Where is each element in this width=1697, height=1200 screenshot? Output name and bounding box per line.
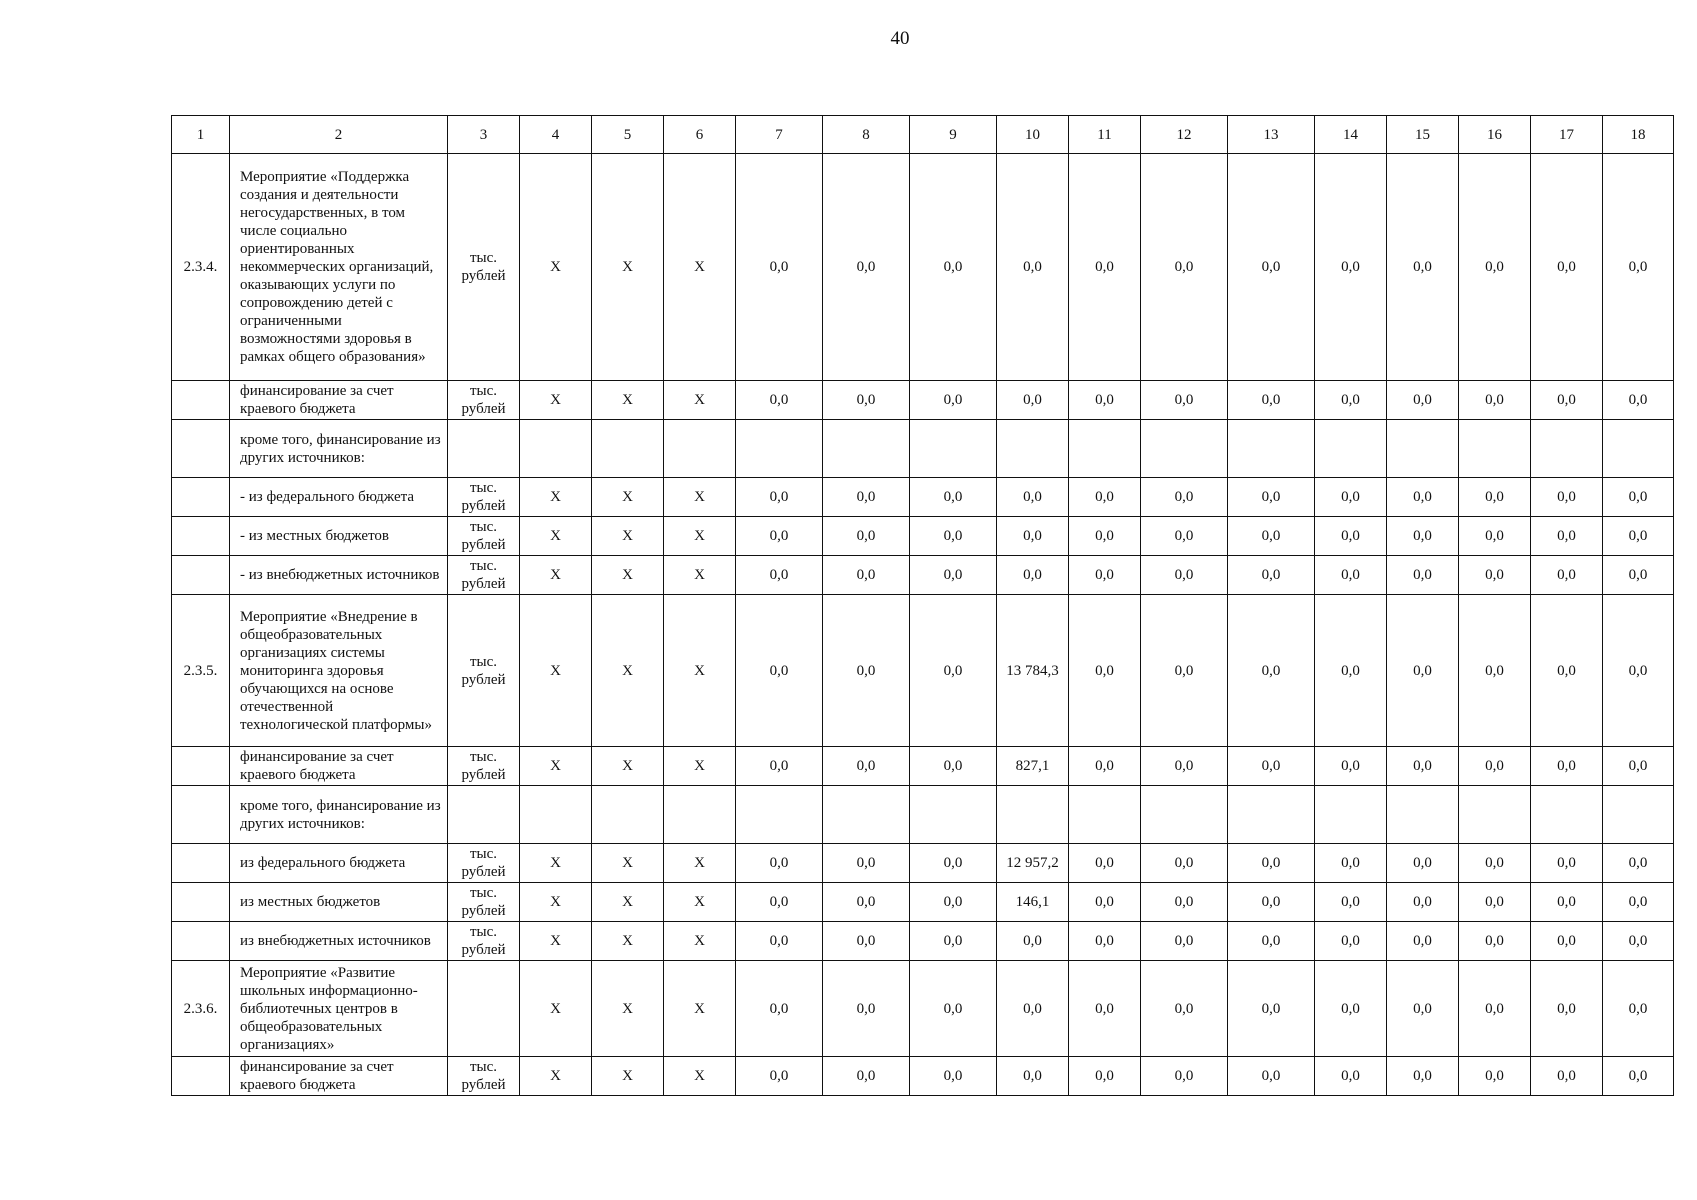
row-unit: тыс. рублей [448, 1057, 520, 1096]
value-cell: 0,0 [1459, 844, 1531, 883]
row-code [172, 786, 230, 844]
value-cell: 0,0 [1141, 961, 1228, 1057]
value-cell: 0,0 [1069, 517, 1141, 556]
value-cell: 0,0 [1387, 517, 1459, 556]
value-cell [520, 420, 592, 478]
value-cell: Х [664, 961, 736, 1057]
row-unit: тыс. рублей [448, 478, 520, 517]
row-code [172, 1057, 230, 1096]
value-cell: 0,0 [1603, 922, 1674, 961]
value-cell [1531, 786, 1603, 844]
value-cell: 0,0 [1387, 922, 1459, 961]
row-code [172, 420, 230, 478]
value-cell: 0,0 [1459, 517, 1531, 556]
value-cell: 0,0 [1228, 922, 1315, 961]
column-header: 14 [1315, 116, 1387, 154]
value-cell: Х [592, 747, 664, 786]
column-header: 8 [823, 116, 910, 154]
value-cell: 0,0 [910, 922, 997, 961]
value-cell [1069, 786, 1141, 844]
row-description: - из внебюджетных источников [230, 556, 448, 595]
value-cell: 0,0 [910, 478, 997, 517]
value-cell: 0,0 [1141, 747, 1228, 786]
value-cell [823, 420, 910, 478]
column-header: 13 [1228, 116, 1315, 154]
row-code [172, 883, 230, 922]
row-code [172, 747, 230, 786]
value-cell: 0,0 [1315, 556, 1387, 595]
value-cell: Х [592, 883, 664, 922]
value-cell: 0,0 [736, 922, 823, 961]
table-row [172, 1057, 1674, 1096]
table-row [172, 883, 1674, 922]
value-cell: 0,0 [1228, 1057, 1315, 1096]
value-cell: 0,0 [910, 844, 997, 883]
value-cell: 0,0 [1387, 154, 1459, 381]
value-cell: 0,0 [1459, 1057, 1531, 1096]
value-cell: 0,0 [823, 556, 910, 595]
value-cell: 0,0 [910, 517, 997, 556]
value-cell: Х [664, 747, 736, 786]
column-header: 5 [592, 116, 664, 154]
row-description: финансирование за счет краевого бюджета [230, 381, 448, 420]
table-row [172, 786, 1674, 844]
table-row [172, 595, 1674, 747]
value-cell: 0,0 [910, 556, 997, 595]
value-cell: 0,0 [736, 1057, 823, 1096]
value-cell [1603, 786, 1674, 844]
value-cell: 0,0 [997, 961, 1069, 1057]
value-cell: 0,0 [1603, 1057, 1674, 1096]
value-cell: 0,0 [823, 961, 910, 1057]
column-header: 12 [1141, 116, 1228, 154]
value-cell: 0,0 [1228, 844, 1315, 883]
value-cell [997, 786, 1069, 844]
value-cell: 0,0 [997, 922, 1069, 961]
row-unit: тыс. рублей [448, 381, 520, 420]
value-cell: Х [664, 844, 736, 883]
value-cell: 0,0 [1459, 883, 1531, 922]
row-code [172, 844, 230, 883]
row-unit [448, 786, 520, 844]
value-cell: Х [592, 961, 664, 1057]
value-cell: 0,0 [1459, 381, 1531, 420]
value-cell [1459, 420, 1531, 478]
value-cell: 0,0 [997, 478, 1069, 517]
table-row [172, 381, 1674, 420]
value-cell: Х [520, 883, 592, 922]
value-cell: 13 784,3 [997, 595, 1069, 747]
column-header: 16 [1459, 116, 1531, 154]
value-cell: 0,0 [1228, 961, 1315, 1057]
value-cell: 0,0 [910, 595, 997, 747]
value-cell: 0,0 [1459, 595, 1531, 747]
value-cell: 0,0 [1228, 883, 1315, 922]
row-code: 2.3.5. [172, 595, 230, 747]
value-cell: 0,0 [910, 381, 997, 420]
value-cell: 0,0 [997, 556, 1069, 595]
value-cell: 0,0 [1228, 556, 1315, 595]
value-cell: 0,0 [1228, 381, 1315, 420]
value-cell: 0,0 [736, 556, 823, 595]
value-cell: 0,0 [910, 883, 997, 922]
value-cell: 0,0 [1069, 844, 1141, 883]
value-cell: 0,0 [823, 478, 910, 517]
column-header: 6 [664, 116, 736, 154]
value-cell: 0,0 [736, 883, 823, 922]
value-cell: 0,0 [1315, 922, 1387, 961]
value-cell: 0,0 [1603, 883, 1674, 922]
row-code: 2.3.4. [172, 154, 230, 381]
header-row [172, 116, 1674, 154]
value-cell: 0,0 [736, 961, 823, 1057]
value-cell: 0,0 [736, 154, 823, 381]
row-unit [448, 420, 520, 478]
value-cell [997, 420, 1069, 478]
value-cell: 0,0 [910, 961, 997, 1057]
value-cell: 0,0 [823, 154, 910, 381]
row-description: Мероприятие «Внедрение в общеобразовательных организациях системы мониторинга здоровья обучающихся на основе отечественной технологической платформы» [230, 595, 448, 747]
value-cell: 0,0 [1315, 747, 1387, 786]
value-cell: Х [664, 154, 736, 381]
value-cell: 0,0 [736, 478, 823, 517]
value-cell: 0,0 [1228, 595, 1315, 747]
value-cell [910, 786, 997, 844]
value-cell: 0,0 [1531, 961, 1603, 1057]
column-header: 18 [1603, 116, 1674, 154]
row-unit: тыс. рублей [448, 883, 520, 922]
value-cell: 0,0 [1459, 922, 1531, 961]
value-cell: 0,0 [1228, 517, 1315, 556]
row-code [172, 556, 230, 595]
row-description: кроме того, финансирование из других источников: [230, 786, 448, 844]
column-header: 17 [1531, 116, 1603, 154]
row-unit: тыс. рублей [448, 922, 520, 961]
value-cell: 0,0 [1315, 478, 1387, 517]
value-cell: 0,0 [1228, 478, 1315, 517]
value-cell: 0,0 [1603, 595, 1674, 747]
value-cell: 0,0 [997, 154, 1069, 381]
value-cell: 0,0 [1315, 517, 1387, 556]
value-cell: 0,0 [1603, 381, 1674, 420]
table-row [172, 961, 1674, 1057]
value-cell: 0,0 [1141, 154, 1228, 381]
value-cell: 0,0 [1387, 556, 1459, 595]
value-cell: Х [664, 478, 736, 517]
value-cell: Х [520, 922, 592, 961]
value-cell: 0,0 [1531, 844, 1603, 883]
row-unit: тыс. рублей [448, 844, 520, 883]
value-cell: 0,0 [1141, 478, 1228, 517]
value-cell: 0,0 [1141, 1057, 1228, 1096]
value-cell: 0,0 [1141, 595, 1228, 747]
value-cell [664, 786, 736, 844]
value-cell [736, 420, 823, 478]
value-cell: Х [664, 381, 736, 420]
column-header: 3 [448, 116, 520, 154]
value-cell: 0,0 [1531, 883, 1603, 922]
value-cell: 0,0 [736, 381, 823, 420]
value-cell: 0,0 [823, 595, 910, 747]
value-cell: Х [592, 154, 664, 381]
row-unit: тыс. рублей [448, 517, 520, 556]
value-cell [1459, 786, 1531, 844]
value-cell: 0,0 [1387, 595, 1459, 747]
value-cell: 0,0 [1141, 844, 1228, 883]
row-code [172, 478, 230, 517]
value-cell: Х [520, 381, 592, 420]
row-description: кроме того, финансирование из других источников: [230, 420, 448, 478]
table-row [172, 478, 1674, 517]
value-cell: Х [664, 1057, 736, 1096]
column-header: 15 [1387, 116, 1459, 154]
column-header: 11 [1069, 116, 1141, 154]
column-header: 9 [910, 116, 997, 154]
value-cell: 0,0 [1141, 883, 1228, 922]
value-cell: 0,0 [1069, 478, 1141, 517]
value-cell: 0,0 [1387, 381, 1459, 420]
value-cell: 0,0 [1531, 922, 1603, 961]
value-cell: 0,0 [1069, 381, 1141, 420]
value-cell [664, 420, 736, 478]
value-cell: 0,0 [1141, 381, 1228, 420]
row-code [172, 381, 230, 420]
table-row [172, 922, 1674, 961]
value-cell: 0,0 [1459, 154, 1531, 381]
value-cell: 0,0 [736, 595, 823, 747]
value-cell: Х [592, 381, 664, 420]
value-cell: 0,0 [910, 1057, 997, 1096]
table-row [172, 154, 1674, 381]
value-cell [592, 786, 664, 844]
value-cell: 0,0 [1531, 517, 1603, 556]
row-description: Мероприятие «Поддержка создания и деятельности негосударственных, в том числе социально ориентированных некоммерческих организаций, оказывающих услуги по сопровождению детей с ограниченными возможностями здоровья в рамках общего образования» [230, 154, 448, 381]
value-cell: 0,0 [997, 517, 1069, 556]
value-cell: 0,0 [1069, 922, 1141, 961]
value-cell: 0,0 [1531, 154, 1603, 381]
value-cell: 0,0 [1531, 595, 1603, 747]
row-description: из внебюджетных источников [230, 922, 448, 961]
value-cell: Х [592, 595, 664, 747]
value-cell [823, 786, 910, 844]
table-row [172, 747, 1674, 786]
value-cell: 0,0 [1387, 478, 1459, 517]
value-cell: 0,0 [1315, 154, 1387, 381]
value-cell [520, 786, 592, 844]
value-cell: 0,0 [1228, 154, 1315, 381]
value-cell: 0,0 [1603, 844, 1674, 883]
value-cell: Х [592, 478, 664, 517]
value-cell: Х [592, 844, 664, 883]
value-cell: 0,0 [997, 1057, 1069, 1096]
row-description: Мероприятие «Развитие школьных информационно-библиотечных центров в общеобразовательных организациях» [230, 961, 448, 1057]
value-cell: Х [520, 1057, 592, 1096]
table-row [172, 844, 1674, 883]
value-cell [910, 420, 997, 478]
value-cell: 0,0 [1531, 556, 1603, 595]
value-cell: Х [520, 478, 592, 517]
row-unit: тыс. рублей [448, 747, 520, 786]
value-cell: 0,0 [823, 381, 910, 420]
value-cell: 0,0 [1387, 844, 1459, 883]
value-cell: 0,0 [1387, 961, 1459, 1057]
row-unit: тыс. рублей [448, 154, 520, 381]
row-unit: тыс. рублей [448, 595, 520, 747]
value-cell: 0,0 [1069, 1057, 1141, 1096]
value-cell: 0,0 [1603, 478, 1674, 517]
row-unit [448, 961, 520, 1057]
value-cell [1141, 786, 1228, 844]
row-description: из местных бюджетов [230, 883, 448, 922]
value-cell: 0,0 [997, 381, 1069, 420]
value-cell: Х [520, 595, 592, 747]
value-cell [1141, 420, 1228, 478]
value-cell [1228, 786, 1315, 844]
value-cell [1315, 786, 1387, 844]
value-cell: 0,0 [1531, 381, 1603, 420]
value-cell: Х [664, 883, 736, 922]
value-cell: 0,0 [736, 844, 823, 883]
value-cell: 0,0 [910, 154, 997, 381]
value-cell: Х [520, 961, 592, 1057]
value-cell: 0,0 [1315, 961, 1387, 1057]
column-header: 4 [520, 116, 592, 154]
row-code [172, 517, 230, 556]
row-code [172, 922, 230, 961]
row-code: 2.3.6. [172, 961, 230, 1057]
column-header: 1 [172, 116, 230, 154]
value-cell: 12 957,2 [997, 844, 1069, 883]
row-description: - из местных бюджетов [230, 517, 448, 556]
value-cell: Х [664, 556, 736, 595]
value-cell: 0,0 [1387, 1057, 1459, 1096]
value-cell: 0,0 [823, 844, 910, 883]
value-cell: 0,0 [1069, 883, 1141, 922]
value-cell: 0,0 [1315, 844, 1387, 883]
value-cell: 0,0 [1141, 556, 1228, 595]
value-cell: 0,0 [1459, 747, 1531, 786]
value-cell [1315, 420, 1387, 478]
value-cell [1603, 420, 1674, 478]
value-cell: 0,0 [1459, 478, 1531, 517]
value-cell: 0,0 [823, 1057, 910, 1096]
value-cell: 0,0 [1387, 883, 1459, 922]
value-cell: 0,0 [1315, 381, 1387, 420]
value-cell: Х [592, 556, 664, 595]
value-cell: 0,0 [1069, 961, 1141, 1057]
value-cell: Х [520, 556, 592, 595]
value-cell: 0,0 [1315, 883, 1387, 922]
value-cell: 0,0 [1228, 747, 1315, 786]
value-cell [592, 420, 664, 478]
value-cell: 0,0 [1387, 747, 1459, 786]
column-header: 2 [230, 116, 448, 154]
value-cell: Х [592, 1057, 664, 1096]
value-cell: 0,0 [1069, 747, 1141, 786]
value-cell: 0,0 [823, 883, 910, 922]
value-cell: Х [664, 595, 736, 747]
value-cell: 0,0 [1069, 595, 1141, 747]
value-cell: 0,0 [736, 747, 823, 786]
value-cell [1387, 786, 1459, 844]
value-cell: 0,0 [823, 747, 910, 786]
value-cell: 0,0 [1603, 556, 1674, 595]
value-cell: Х [592, 922, 664, 961]
value-cell [1228, 420, 1315, 478]
budget-table [171, 115, 1674, 1096]
value-cell: 0,0 [1315, 595, 1387, 747]
value-cell: 0,0 [1603, 961, 1674, 1057]
value-cell [1387, 420, 1459, 478]
value-cell: 0,0 [1315, 1057, 1387, 1096]
value-cell: 0,0 [1531, 478, 1603, 517]
column-header: 7 [736, 116, 823, 154]
value-cell: 0,0 [1459, 961, 1531, 1057]
value-cell: Х [520, 844, 592, 883]
value-cell: 0,0 [1603, 517, 1674, 556]
value-cell: Х [664, 517, 736, 556]
row-unit: тыс. рублей [448, 556, 520, 595]
table-row [172, 420, 1674, 478]
value-cell: 0,0 [823, 922, 910, 961]
value-cell: Х [520, 747, 592, 786]
value-cell: 0,0 [1531, 1057, 1603, 1096]
value-cell: Х [592, 517, 664, 556]
value-cell [1531, 420, 1603, 478]
value-cell: 0,0 [1459, 556, 1531, 595]
value-cell: 0,0 [1141, 517, 1228, 556]
column-header: 10 [997, 116, 1069, 154]
value-cell [736, 786, 823, 844]
value-cell: 0,0 [1069, 154, 1141, 381]
table-row [172, 517, 1674, 556]
value-cell: Х [664, 922, 736, 961]
value-cell [1069, 420, 1141, 478]
row-description: финансирование за счет краевого бюджета [230, 1057, 448, 1096]
value-cell: Х [520, 154, 592, 381]
table-row [172, 556, 1674, 595]
value-cell: 0,0 [823, 517, 910, 556]
value-cell: 0,0 [1603, 154, 1674, 381]
value-cell: 827,1 [997, 747, 1069, 786]
page-number: 40 [890, 28, 910, 49]
row-description: финансирование за счет краевого бюджета [230, 747, 448, 786]
value-cell: 0,0 [1531, 747, 1603, 786]
value-cell: 0,0 [1603, 747, 1674, 786]
value-cell: 0,0 [1069, 556, 1141, 595]
row-description: из федерального бюджета [230, 844, 448, 883]
row-description: - из федерального бюджета [230, 478, 448, 517]
value-cell: 0,0 [910, 747, 997, 786]
value-cell: 0,0 [736, 517, 823, 556]
value-cell: 0,0 [1141, 922, 1228, 961]
value-cell: Х [520, 517, 592, 556]
value-cell: 146,1 [997, 883, 1069, 922]
